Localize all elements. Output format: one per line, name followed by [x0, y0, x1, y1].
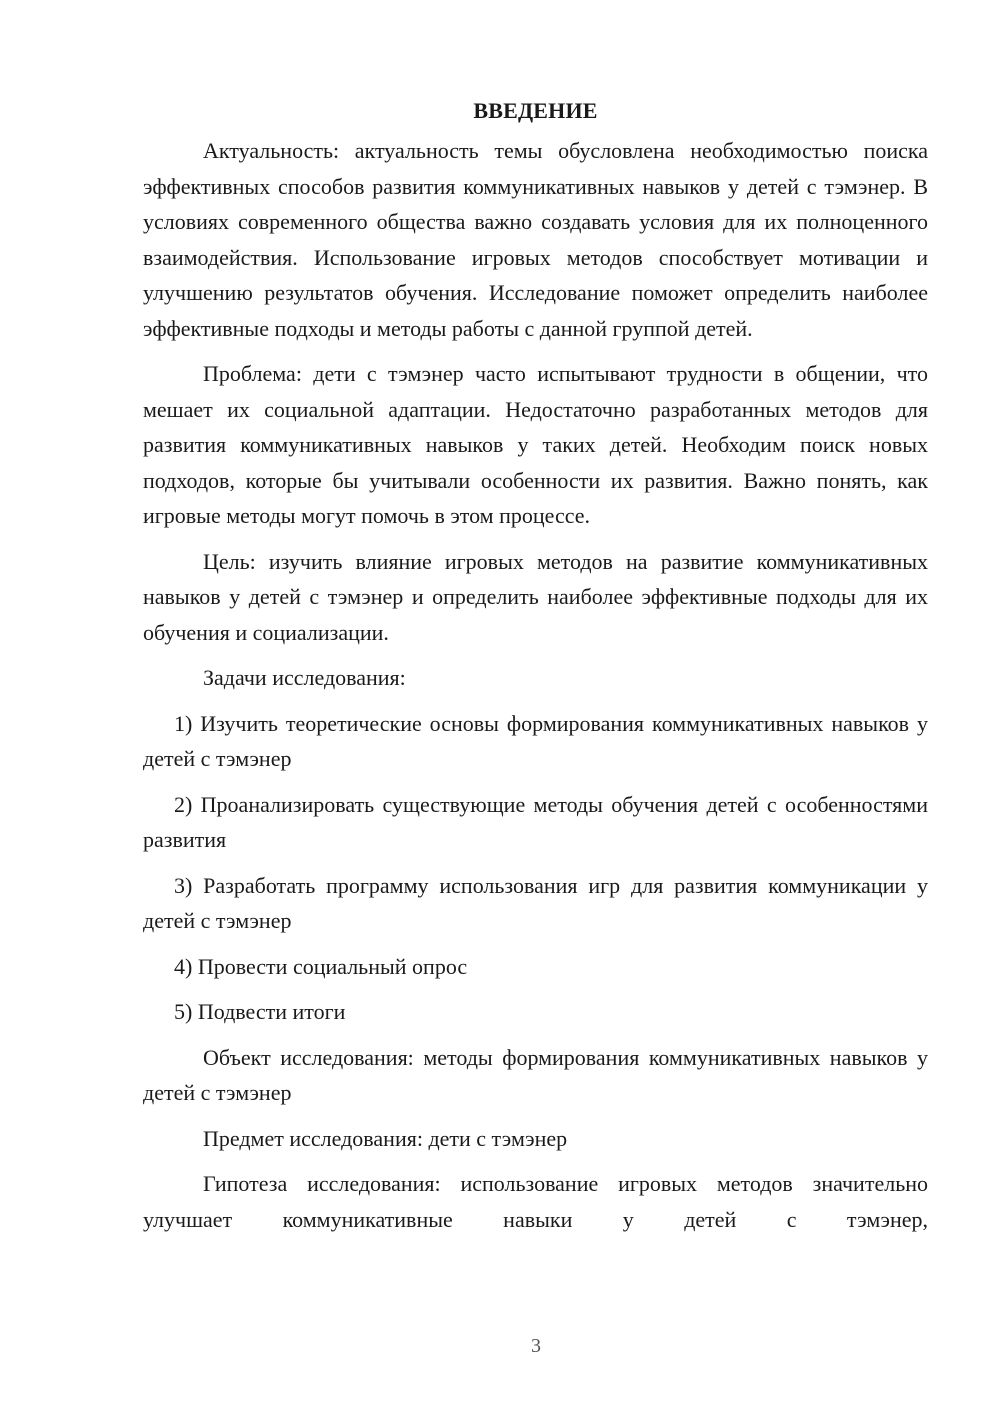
- task-item-3: 3) Разработать программу использования игр для развития коммуникации у детей с тэмэнер: [143, 872, 928, 933]
- paragraph-goal: Цель: изучить влияние игровых методов на развитие коммуникативных навыков у детей с тэмэнер и определить наиболее эффективные подходы для их обучения и социализации.: [143, 548, 928, 645]
- page-number: 3: [531, 1335, 541, 1357]
- paragraph-relevance: Актуальность: актуальность темы обусловлена необходимостью поиска эффективных способов развития коммуникативных навыков у детей с тэмэнер. В условиях современного общества важно создавать условия для их полноценного взаимодействия. Использование игровых методов способствует мотивации и улучшению результатов обучения. Исследование поможет определить наиболее эффективные подходы и методы работы с данной группой детей.: [143, 138, 928, 341]
- task-item-4: 4) Провести социальный опрос: [174, 953, 468, 979]
- paragraph-object: Объект исследования: методы формирования коммуникативных навыков у детей с тэмэнер: [143, 1044, 928, 1105]
- page-content: [143, 95, 928, 1247]
- paragraph-hypothesis: Гипотеза исследования: использование игровых методов значительно улучшает коммуникативные навыки у детей с тэмэнер,: [143, 1171, 928, 1232]
- paragraph-subject: Предмет исследования: дети с тэмэнер: [203, 1125, 568, 1151]
- task-item-1: 1) Изучить теоретические основы формирования коммуникативных навыков у детей с тэмэнер: [143, 710, 928, 771]
- task-item-5: 5) Подвести итоги: [174, 999, 346, 1024]
- tasks-heading: Задачи исследования:: [203, 665, 406, 690]
- page-title: ВВЕДЕНИЕ: [473, 98, 598, 123]
- paragraph-problem: Проблема: дети с тэмэнер часто испытывают трудности в общении, что мешает их социальной адаптации. Недостаточно разработанных методов для развития коммуникативных навыков у таких детей. Необходим поиск новых подходов, которые бы учитывали особенности их развития. Важно понять, как игровые методы могут помочь в этом процессе.: [143, 361, 928, 528]
- task-item-2: 2) Проанализировать существующие методы обучения детей с особенностями развития: [143, 791, 928, 852]
